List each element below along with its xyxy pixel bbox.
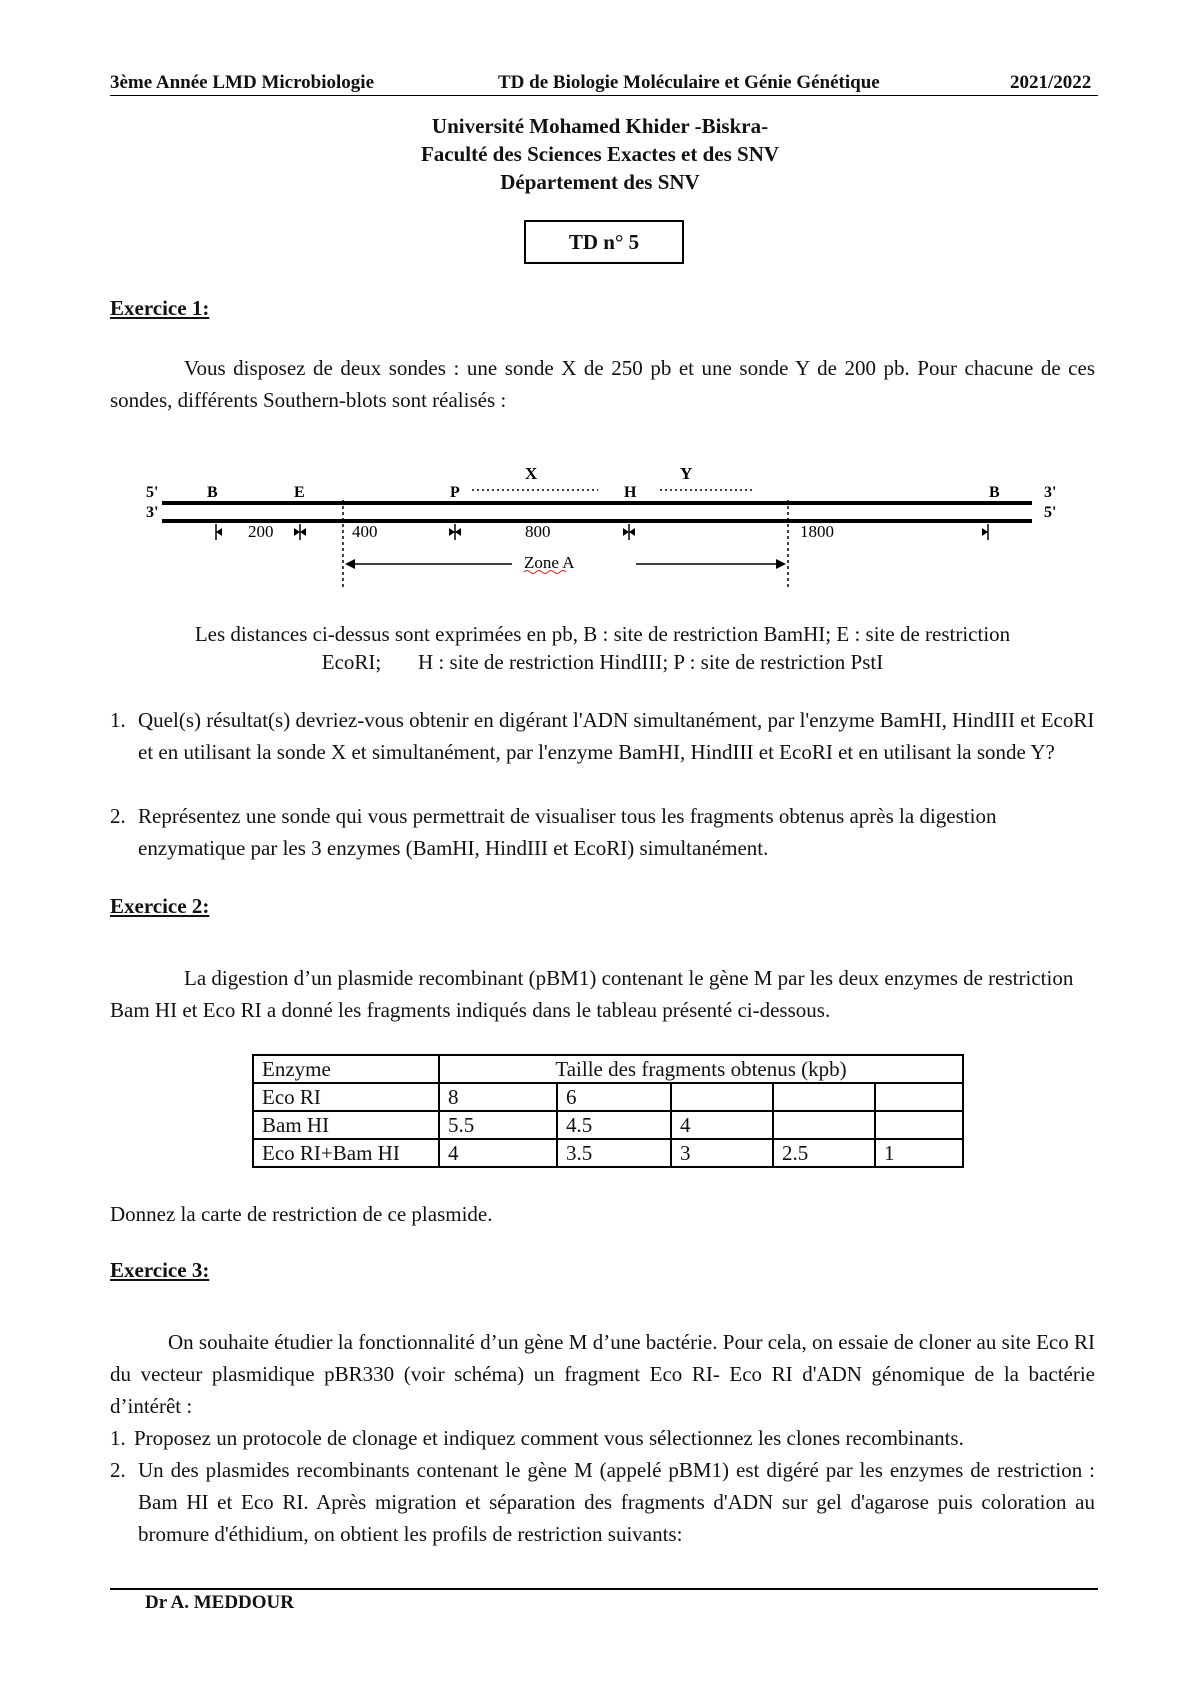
question-text: Proposez un protocole de clonage et indiquez comment vous sélectionnez les clones recombinants.	[134, 1426, 964, 1450]
exercise2-question: Donnez la carte de restriction de ce plasmide.	[110, 1202, 493, 1226]
fragment-cell: 8	[439, 1083, 557, 1111]
header-fragment-sizes: Taille des fragments obtenus (kpb)	[439, 1055, 963, 1083]
header-year: 2021/2022	[1010, 72, 1092, 93]
site-label: E	[294, 484, 305, 501]
exercise1-title: Exercice 1:	[110, 296, 210, 320]
footer-author: Dr A. MEDDOUR	[145, 1592, 295, 1613]
zone-a-label: Zone A	[524, 553, 575, 572]
header-divider	[110, 95, 1098, 96]
university-name: Université Mohamed Khider -Biskra-	[431, 114, 769, 138]
exercise3-title: Exercice 3:	[110, 1258, 210, 1282]
row-enzyme: Eco RI	[253, 1083, 439, 1111]
faculty-name: Faculté des Sciences Exactes et des SNV	[420, 142, 780, 166]
fragment-cell	[875, 1083, 963, 1111]
distance-markers	[216, 524, 988, 540]
fragment-cell: 4	[671, 1111, 773, 1139]
distance-label: 1800	[800, 522, 834, 541]
fragment-cell	[773, 1111, 875, 1139]
exercise3-question-1	[110, 1422, 1095, 1454]
td-number-box	[524, 220, 684, 264]
probe-x-label: X	[525, 464, 538, 483]
table-row	[253, 1083, 963, 1111]
fragment-cell: 2.5	[773, 1139, 875, 1167]
end-3-bottom: 3'	[1044, 484, 1057, 501]
fragment-cell: 3	[671, 1139, 773, 1167]
end-5-bottom: 5'	[1044, 504, 1057, 521]
end-3-top: 3'	[146, 504, 159, 521]
zone-a-arrowhead-right	[776, 559, 786, 569]
exercise1-question-2	[110, 800, 1095, 864]
fragment-cell	[773, 1083, 875, 1111]
question-number: 1.	[110, 1426, 126, 1450]
distance-label: 400	[352, 522, 378, 541]
header-course: 3ème Année LMD Microbiologie	[110, 72, 375, 93]
fragment-cell: 4.5	[557, 1111, 671, 1139]
diagram-caption-line2: EcoRI; H : site de restriction HindIII; P : site de restriction PstI	[321, 650, 884, 674]
distance-label: 800	[525, 522, 551, 541]
exercise3-question-2	[110, 1454, 1095, 1550]
fragment-cell	[875, 1111, 963, 1139]
question-text: Quel(s) résultat(s) devriez-vous obtenir en digérant l'ADN simultanément, par l'enzyme BamHI, HindIII et EcoRI et en utilisant la sonde X et simultanément, par l'enzyme BamHI, HindIII et EcoRI et en utilisant la sonde Y?	[138, 708, 1095, 764]
footer-divider	[110, 1588, 1098, 1590]
exercise1-intro: Vous disposez de deux sondes : une sonde X de 250 pb et une sonde Y de 200 pb. Pour chacune de ces sondes, différents Southern-blots sont réalisés :	[110, 356, 1095, 412]
header-subject: TD de Biologie Moléculaire et Génie Génétique	[498, 72, 880, 93]
question-number: 2.	[110, 1458, 126, 1482]
question-text: Représentez une sonde qui vous permettrait de visualiser tous les fragments obtenus après la digestion enzymatique par les 3 enzymes (BamHI, HindIII et EcoRI) simultanément.	[138, 804, 997, 860]
exercise3-intro: On souhaite étudier la fonctionnalité d’un gène M d’une bactérie. Pour cela, on essaie de cloner au site Eco RI du vecteur plasmidique pBR330 (voir schéma) un fragment Eco RI- Eco RI d'ADN génomique de la bactérie d’intérêt :	[110, 1330, 1095, 1418]
site-label: P	[450, 484, 460, 501]
exercise1-question-1	[110, 704, 1095, 768]
fragment-cell: 4	[439, 1139, 557, 1167]
table-row	[253, 1111, 963, 1139]
fragment-cell: 5.5	[439, 1111, 557, 1139]
distance-arrowheads	[216, 528, 988, 536]
fragment-cell: 1	[875, 1139, 963, 1167]
diagram-caption-line1: Les distances ci-dessus sont exprimées en pb, B : site de restriction BamHI; E : site de restriction	[194, 622, 1011, 646]
department-name: Département des SNV	[500, 170, 700, 194]
distance-label: 200	[248, 522, 274, 541]
td-number: TD n° 5	[568, 229, 640, 254]
table-row	[253, 1139, 963, 1167]
fragments-table	[252, 1054, 964, 1168]
end-5-top: 5'	[146, 484, 159, 501]
site-label: B	[207, 484, 218, 501]
exercise2-title: Exercice 2:	[110, 894, 210, 918]
question-number: 2.	[110, 804, 126, 828]
table-header-row	[253, 1055, 963, 1083]
fragment-cell	[671, 1083, 773, 1111]
fragment-cell: 6	[557, 1083, 671, 1111]
question-number: 1.	[110, 708, 126, 732]
row-enzyme: Bam HI	[253, 1111, 439, 1139]
header-enzyme: Enzyme	[253, 1055, 439, 1083]
site-label: B	[989, 484, 1000, 501]
restriction-map-diagram	[0, 455, 1200, 595]
zone-a-arrowhead-left	[345, 559, 355, 569]
row-enzyme: Eco RI+Bam HI	[253, 1139, 439, 1167]
probe-y-label: Y	[680, 464, 693, 483]
question-text: Un des plasmides recombinants contenant le gène M (appelé pBM1) est digéré par les enzymes de restriction : Bam HI et Eco RI. Après migration et séparation des fragments d'ADN sur gel d'agarose puis coloration au bromure d'éthidium, on obtient les profils de restriction suivants:	[138, 1458, 1095, 1546]
fragment-cell: 3.5	[557, 1139, 671, 1167]
exercise2-intro: La digestion d’un plasmide recombinant (pBM1) contenant le gène M par les deux enzymes de restriction Bam HI et Eco RI a donné les fragments indiqués dans le tableau présenté ci-dessous.	[110, 966, 1074, 1022]
site-label: H	[624, 484, 637, 501]
